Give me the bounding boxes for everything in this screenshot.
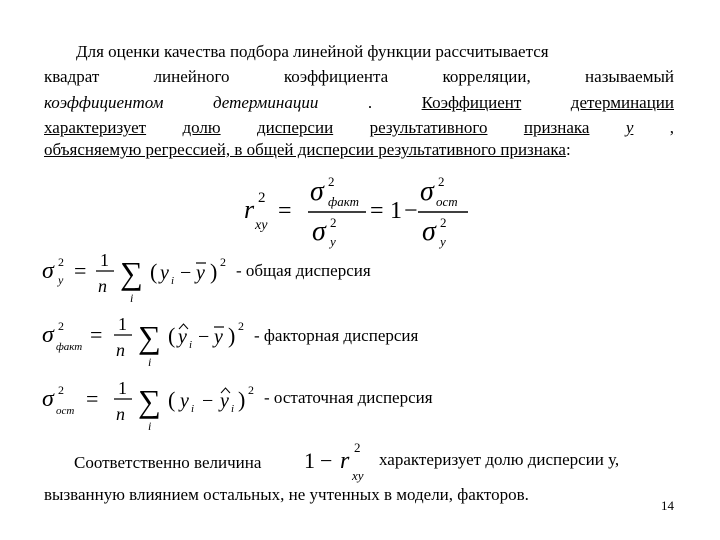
minus-sign: − [180, 262, 192, 284]
word: детерминации [570, 93, 675, 112]
determination-formula [236, 172, 476, 250]
r-exponent: 2 [354, 440, 361, 455]
index: i [189, 339, 193, 351]
residual-variance-formula [40, 374, 270, 436]
y-bar: y [196, 262, 205, 284]
conclusion-line-2: вызванную влиянием остальных, не учтенных в модели, факторов. [44, 485, 529, 504]
subscript: факт [56, 341, 83, 353]
y-bar: y [214, 326, 223, 348]
exponent: 2 [58, 383, 64, 397]
r-subscript: xy [352, 468, 364, 483]
word: , [669, 118, 675, 137]
paragraph-line-2 [44, 67, 674, 87]
conclusion-line-1-start: Соответственно величина [74, 453, 262, 472]
factor-variance-label: - факторная дисперсия [254, 326, 419, 345]
sigma-ost: σ [420, 176, 434, 207]
word: долю [182, 118, 221, 137]
word: характеризует [44, 118, 147, 137]
sigma-y: σ [422, 216, 436, 247]
equals-sign: = [74, 258, 87, 283]
word: называемый [585, 67, 674, 86]
sigma-ost-sub: ост [436, 194, 458, 209]
sigma: σ [42, 322, 54, 348]
exponent: 2 [248, 383, 254, 397]
equals-sign: = [278, 198, 292, 224]
sigma: σ [42, 386, 54, 412]
numerator: 1 [118, 378, 127, 398]
minus-sign: − [202, 390, 214, 412]
r-symbol: r [244, 195, 255, 224]
word: Коэффициент [421, 93, 522, 112]
paragraph-line-4 [44, 118, 674, 138]
page-number: 14 [661, 498, 674, 513]
index: i [191, 403, 195, 415]
factor-variance-formula [40, 310, 260, 372]
residual-variance-label: - остаточная дисперсия [264, 388, 433, 407]
word-y: y [625, 118, 634, 137]
word: . [367, 93, 373, 112]
sigma-y: σ [312, 216, 326, 247]
word: дисперсии [256, 118, 334, 137]
word: квадрат [44, 67, 100, 86]
sigma-y-sub: y [440, 234, 446, 249]
numerator: 1 [100, 250, 109, 270]
r-subscript: xy [255, 218, 268, 233]
denominator: n [116, 340, 125, 360]
term-word: коэффициентом [44, 93, 164, 112]
paren: ( [150, 259, 158, 284]
one: 1 [304, 448, 315, 473]
one-minus-r2-formula [300, 438, 380, 484]
sigma-y-sub: y [330, 234, 336, 249]
conclusion-line-1-end: характеризует долю дисперсии у, [379, 450, 620, 469]
subscript: y [58, 273, 64, 287]
equals-sign: = [370, 198, 384, 224]
denominator: n [98, 276, 107, 296]
word: корреляции, [442, 67, 531, 86]
subscript: ост [56, 405, 75, 417]
word: признака [523, 118, 590, 137]
paragraph-line-3 [44, 93, 674, 113]
y-hat: y [178, 326, 187, 348]
equals-sign: = [90, 322, 103, 347]
paren: ) [228, 323, 236, 348]
minus-sign: − [320, 448, 333, 473]
total-variance-formula [40, 246, 240, 308]
one: 1 [390, 198, 402, 224]
exponent: 2 [220, 255, 226, 269]
paren: ( [168, 323, 176, 348]
y-hat: y [220, 390, 229, 412]
y-i: y [180, 390, 189, 412]
minus-sign: − [198, 326, 210, 348]
paren: ) [210, 259, 218, 284]
word: коэффициента [283, 67, 389, 86]
index: i [231, 403, 235, 415]
exponent: 2 [58, 255, 64, 269]
term-word: детерминации [212, 93, 319, 112]
numerator: 1 [118, 314, 127, 334]
exponent: 2 [238, 319, 244, 333]
sum-sign: ∑ [138, 319, 161, 355]
sigma-ost-exp: 2 [438, 174, 445, 189]
sigma-y-exp: 2 [330, 215, 337, 230]
sigma-fact-sub: факт [328, 194, 360, 209]
sum-index: i [148, 419, 152, 433]
exponent: 2 [58, 319, 64, 333]
sum-sign: ∑ [120, 255, 143, 291]
denominator: n [116, 404, 125, 424]
word: результативного [369, 118, 488, 137]
index: i [171, 275, 175, 287]
sigma-fact-exp: 2 [328, 174, 335, 189]
sigma-fact: σ [310, 176, 324, 207]
paragraph-line-5: объясняемую регрессией, в общей дисперсии результативного признака: [44, 140, 571, 159]
paren: ) [238, 387, 246, 412]
r-symbol: r [340, 448, 350, 474]
minus-sign: − [404, 198, 418, 224]
paragraph-line-1: Для оценки качества подбора линейной функции рассчитывается [76, 42, 549, 61]
word: линейного [153, 67, 230, 86]
sum-sign: ∑ [138, 383, 161, 419]
sigma: σ [42, 258, 54, 284]
y-i: y [160, 262, 169, 284]
total-variance-label: - общая дисперсия [236, 261, 371, 280]
sigma-y-exp: 2 [440, 215, 447, 230]
equals-sign: = [86, 386, 99, 411]
sum-index: i [148, 355, 152, 369]
r-exponent: 2 [258, 190, 266, 206]
paren: ( [168, 387, 176, 412]
sum-index: i [130, 291, 134, 305]
